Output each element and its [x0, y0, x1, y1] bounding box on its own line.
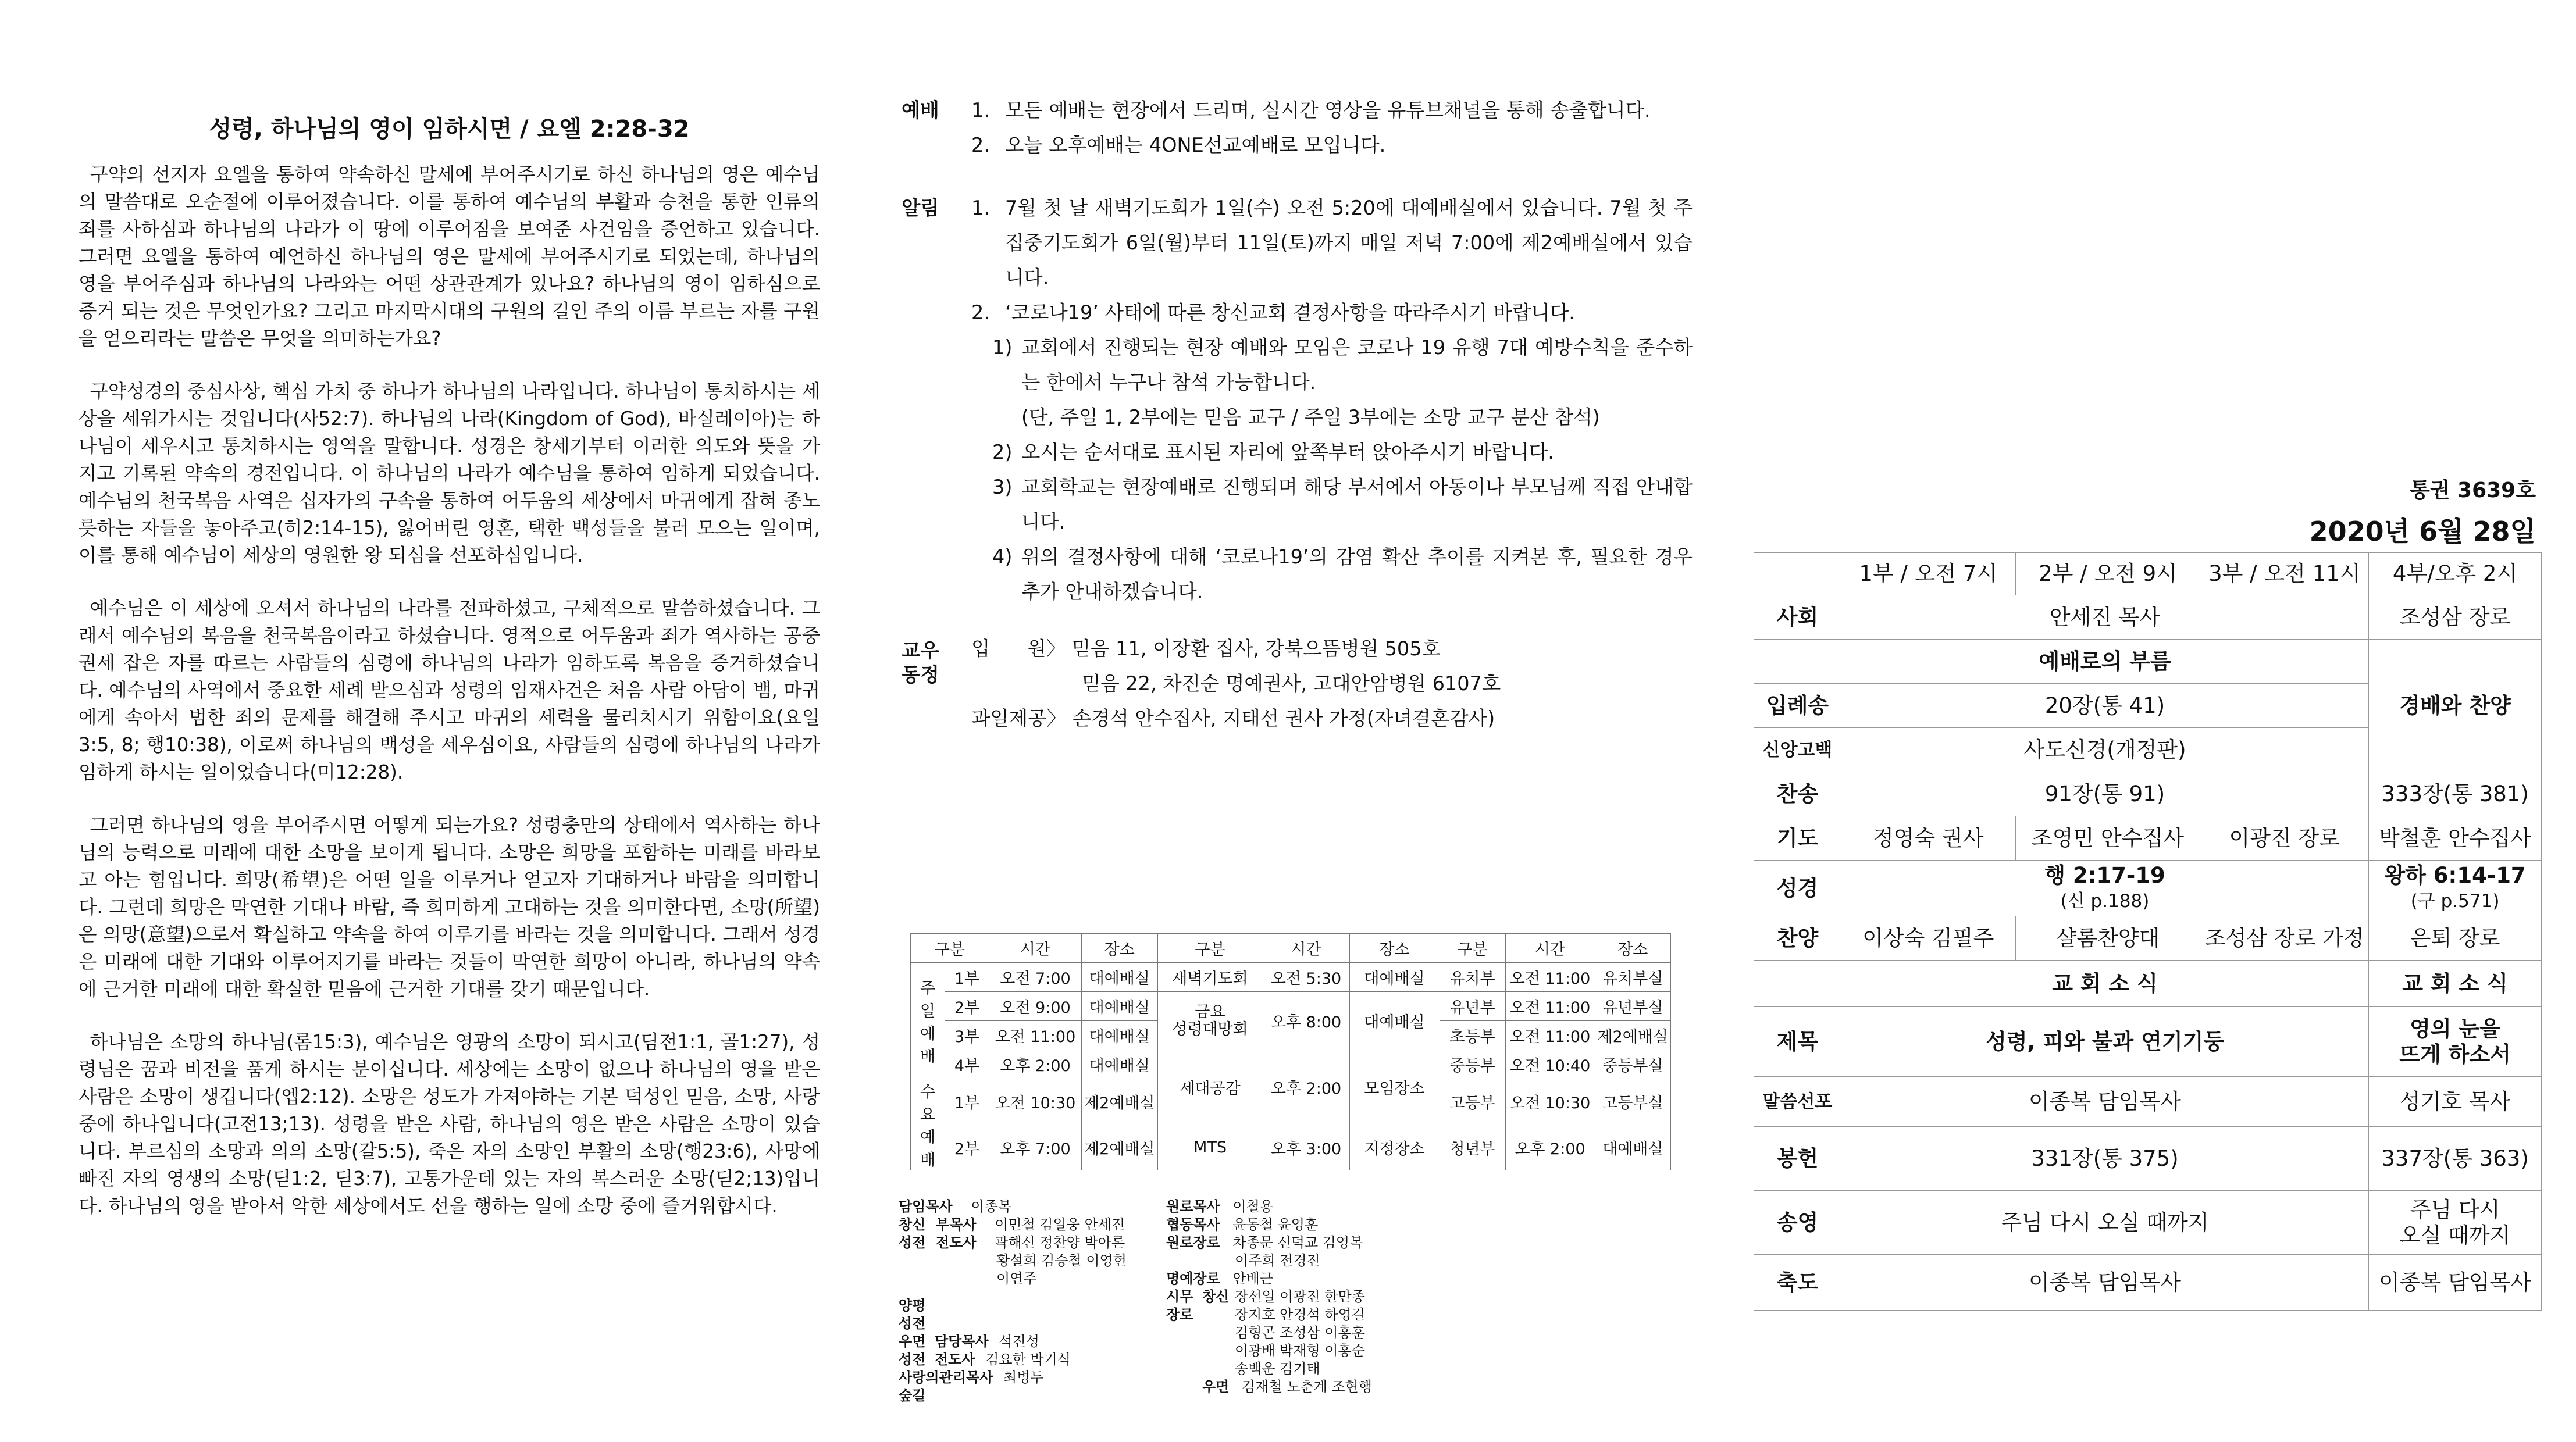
- table-cell: 청년부: [1440, 1125, 1505, 1170]
- row-label: 봉헌: [1754, 1127, 1841, 1191]
- staff-names: 이연주: [996, 1270, 1037, 1287]
- sending-line: 주님 다시: [2410, 1197, 2500, 1222]
- table-header-row: [1754, 553, 2542, 595]
- staff-role: 전도사: [935, 1351, 975, 1368]
- table-row: [911, 963, 1671, 992]
- staff-role: 부목사: [936, 1216, 977, 1233]
- column-header: 3부 / 오전 11시: [2200, 553, 2369, 595]
- service-schedule-table: [910, 933, 1671, 1170]
- table-cell: 오전 10:30: [1505, 1079, 1595, 1125]
- table-cell: 오후 8:00: [1263, 992, 1349, 1050]
- staff-role: 숲길: [899, 1387, 926, 1404]
- table-cell: 박철훈 안수집사: [2369, 816, 2542, 861]
- table-cell: 오전 10:40: [1505, 1050, 1595, 1079]
- table-cell: 정영숙 권사: [1841, 816, 2015, 861]
- table-cell: 1부: [945, 963, 989, 992]
- table-cell: 제2예배실: [1082, 1079, 1158, 1125]
- table-cell: 2부: [945, 1125, 989, 1170]
- visit-row: 과일제공〉 손경석 안수집사, 지태선 권사 가정(자녀결혼감사): [971, 707, 1495, 730]
- table-cell: [2369, 861, 2542, 916]
- table-row: [1754, 772, 2542, 816]
- table-cell: 성기호 목사: [2369, 1077, 2542, 1127]
- table-row: [1754, 595, 2542, 640]
- subject-line: 뜨게 하소서: [2399, 1041, 2511, 1067]
- table-cell: 2부: [945, 992, 989, 1021]
- staff-names: 윤동철 윤영훈: [1232, 1216, 1319, 1233]
- staff-role: 창신: [1202, 1288, 1230, 1305]
- table-cell: 이종복 담임목사: [2369, 1255, 2542, 1311]
- table-row: [1754, 1007, 2542, 1077]
- staff-names: 김요한 박기식: [985, 1351, 1071, 1368]
- staff-role: 전도사: [936, 1234, 977, 1251]
- table-cell: [2369, 1007, 2542, 1077]
- column-header: 1부 / 오전 7시: [1841, 553, 2015, 595]
- table-cell: 조성삼 장로: [2369, 595, 2542, 640]
- item-text: ‘코로나19’ 사태에 따른 창신교회 결정사항을 따라주시기 바랍니다.: [1005, 301, 1575, 324]
- sermon-paragraph: 예수님은 이 세상에 오셔서 하나님의 나라를 전파하셨고, 구체적으로 말씀하셨습니다. 그래서 예수님의 복음을 천국복음이라고 하셨습니다. 영적으로 어두움과 죄가 역사하는 공중권세 잡은 자를 따르는 사람들의 심령에 하나님의 나라가 임하도록 복음을 증거하셨습니다. 예수님의 사역에서 중요한 세례 받으심과 성령의 임재사건은 처음 사람 아담이 뱀, 마귀에게 속아서 범한 죄의 문제를 해결해 주시고 마귀의 세력을 물리치시기 위함이요(요일3:5, 8; 행10:38), 이로써 하나님의 백성을 세우심이요, 사람들의 심령에 하나님의 나라가 임하게 하시는 일이었습니다(미12:28).: [79, 597, 820, 783]
- item-text: 모든 예배는 현장에서 드리며, 실시간 영상을 유튜브채널을 통해 송출합니다.: [1005, 99, 1651, 122]
- worship-order-table: [1754, 552, 2542, 1311]
- table-cell: 예배로의 부름: [1841, 640, 2368, 684]
- column-header: 시간: [1263, 934, 1349, 963]
- staff-role: 명예장로: [1166, 1270, 1220, 1287]
- visit-row: 믿음 22, 차진순 명예권사, 고대안암병원 6107호: [1082, 672, 1501, 695]
- table-row: [1754, 916, 2542, 961]
- staff-row: [1202, 1378, 1372, 1396]
- row-label: 찬양: [1754, 916, 1841, 961]
- announcements: [902, 93, 1693, 736]
- sub-text: 교회에서 진행되는 현장 예배와 모임은 코로나 19 유행 7대 예방수칙을 준수하는 한에서 누구나 참석 가능합니다.: [1021, 336, 1693, 394]
- table-cell: 대예배실: [1082, 963, 1158, 992]
- staff-row: [899, 1216, 1125, 1234]
- sub-item: [971, 470, 1693, 540]
- staff-names: 차종문 신덕교 김영복: [1232, 1234, 1363, 1251]
- notice-label: 알림: [902, 197, 939, 219]
- table-cell: 세대공감: [1157, 1050, 1263, 1125]
- table-row: [1754, 1255, 2542, 1311]
- table-row: [1754, 961, 2542, 1007]
- table-cell: 3부: [945, 1021, 989, 1050]
- table-row: [1754, 1077, 2542, 1127]
- table-cell: 제2예배실: [1595, 1021, 1671, 1050]
- sermon-paragraph: 구약의 선지자 요엘을 통하여 약속하신 말세에 부어주시기로 하신 하나님의 영은 예수님의 말씀대로 오순절에 이루어졌습니다. 이를 통하여 예수님의 부활과 승천을 통한 인류의 죄를 사하심과 하나님의 나라가 이 땅에 이루어짐을 보여준 사건임을 증언하고 있습니다. 그러면 요엘을 통하여 예언하신 하나님의 영은 말세에 부어주시기로 되었는데, 하나님의 영을 부어주심과 하나님의 나라와는 어떤 상관관계가 있나요? 하나님의 영이 임하심으로 증거 되는 것은 무엇인가요? 그리고 마지막시대의 구원의 길인 주의 이름 부르는 자를 구원을 얻으리라는 말씀은 무엇을 의미하는가요?: [79, 163, 820, 349]
- staff-role: 성전: [899, 1234, 926, 1251]
- table-cell: 1부: [945, 1079, 989, 1125]
- sermon-subject: 성령, 피와 불과 연기기둥: [1841, 1007, 2368, 1077]
- table-cell: 유년부: [1440, 992, 1505, 1021]
- staff-names: 석진성: [999, 1333, 1039, 1350]
- table-cell: 모임장소: [1349, 1050, 1440, 1125]
- table-cell: MTS: [1157, 1125, 1263, 1170]
- row-label: 사회: [1754, 595, 1841, 640]
- table-row: [1754, 640, 2542, 684]
- corner-cell: [1754, 553, 1841, 595]
- sub-item: [971, 540, 1693, 609]
- subject-line: 영의 눈을: [2410, 1016, 2500, 1041]
- table-cell: 오전 11:00: [1505, 1021, 1595, 1050]
- row-label: 입례송: [1754, 684, 1841, 728]
- table-row: [911, 1125, 1671, 1170]
- staff-role: 시무 장로: [1166, 1288, 1193, 1323]
- table-cell: 주님 다시 오실 때까지: [1841, 1191, 2368, 1255]
- list-item: [971, 191, 1693, 295]
- staff-names: 김형곤 조성삼 이홍훈: [1235, 1325, 1365, 1341]
- table-cell: [2369, 1191, 2542, 1255]
- table-cell: 91장(통 91): [1841, 772, 2368, 816]
- table-row: [911, 992, 1671, 1021]
- table-header-row: [911, 934, 1671, 963]
- staff-row: [935, 1333, 1039, 1351]
- staff-role: 창신: [899, 1216, 926, 1233]
- group-cell: 수요 예배: [911, 1079, 945, 1170]
- list-item: [971, 295, 1693, 330]
- staff-names: 이광배 박재형 이홍순: [1235, 1343, 1365, 1359]
- table-cell: 조영민 안수집사: [2015, 816, 2200, 861]
- sermon-paragraph: 구약성경의 중심사상, 핵심 가치 중 하나가 하나님의 나라입니다. 하나님이 통치하시는 세상을 세워가시는 것입니다(사52:7). 하나님의 나라(Kingdom of God), 바실레이아)는 하나님이 세우시고 통치하시는 영역을 말합니다. 성경은 창세기부터 이러한 의도와 뜻을 가지고 기록된 약속의 경전입니다. 이 하나님의 나라가 예수님을 통하여 임하게 되었습니다. 예수님의 천국복음 사역은 십자가의 구속을 통하여 어두움의 세상에서 마귀에게 잡혀 종노릇하는 자들을 놓아주고(히2:14-15), 잃어버린 영혼, 택한 백성들을 불러 모으는 일이며, 이를 통해 예수님이 세상의 영원한 왕 되심을 선포하심입니다.: [79, 380, 820, 566]
- table-cell: 대예배실: [1595, 1125, 1671, 1170]
- table-cell: 금요 성령대망회: [1157, 992, 1263, 1050]
- staff-directory: [899, 1198, 1422, 1425]
- column-header: 장소: [1595, 934, 1671, 963]
- table-cell: 이광진 장로: [2200, 816, 2369, 861]
- row-label: 축도: [1754, 1255, 1841, 1311]
- row-label: 송영: [1754, 1191, 1841, 1255]
- column-header: 구분: [911, 934, 989, 963]
- row-label: 말씀선포: [1754, 1077, 1841, 1127]
- sub-text: 오시는 순서대로 표시된 자리에 앞쪽부터 앉아주시기 바랍니다.: [1021, 441, 1554, 463]
- item-text: 오늘 오후예배는 4ONE선교예배로 모입니다.: [1005, 134, 1386, 156]
- issue-number: 통권 3639호: [2409, 479, 2536, 502]
- sermon-column: [79, 110, 820, 1245]
- column-header: 구분: [1157, 934, 1263, 963]
- table-cell: 오전 10:30: [989, 1079, 1082, 1125]
- table-cell: 오후 3:00: [1263, 1125, 1349, 1170]
- staff-names: 이종복: [971, 1198, 1011, 1215]
- staff-role: 협동목사: [1166, 1216, 1220, 1233]
- table-cell: 중등부실: [1595, 1050, 1671, 1079]
- label-line: 교우: [902, 639, 939, 662]
- staff-names: 이주희 전경진: [1235, 1252, 1320, 1269]
- sub-text: 교회학교는 현장예배로 진행되며 해당 부서에서 아동이나 부모님께 직접 안내합니다.: [1021, 476, 1693, 533]
- table-cell: [1841, 861, 2368, 916]
- table-row: [911, 1050, 1671, 1079]
- sub-item: [971, 435, 1693, 470]
- row-label: 성경: [1754, 861, 1841, 916]
- scripture-reference: 왕하 6:14-17: [2384, 862, 2526, 888]
- table-cell: 교 회 소 식: [2369, 961, 2542, 1007]
- column-header: 시간: [1505, 934, 1595, 963]
- sub-number: 1): [992, 336, 1013, 359]
- staff-names: 김재철 노춘계 조현행: [1242, 1379, 1372, 1395]
- table-cell: 오후 2:00: [1505, 1125, 1595, 1170]
- sending-line: 오실 때까지: [2399, 1222, 2511, 1248]
- table-cell: 유치부실: [1595, 963, 1671, 992]
- staff-role: 원로목사: [1166, 1198, 1220, 1215]
- table-cell: 대예배실: [1349, 992, 1440, 1050]
- staff-names: 최병두: [1003, 1369, 1044, 1386]
- table-cell: 대예배실: [1349, 963, 1440, 992]
- table-cell: 오후 7:00: [989, 1125, 1082, 1170]
- table-cell: 오전 7:00: [989, 963, 1082, 992]
- table-cell: 오후 2:00: [1263, 1050, 1349, 1125]
- staff-role: 담당목사: [935, 1333, 989, 1350]
- table-cell: 샬롬찬양대: [2015, 916, 2200, 961]
- table-cell: 333장(통 381): [2369, 772, 2542, 816]
- table-cell: 은퇴 장로: [2369, 916, 2542, 961]
- staff-names: 송백운 김기태: [1235, 1361, 1320, 1377]
- table-cell: 대예배실: [1082, 992, 1158, 1021]
- staff-role: 담임목사: [899, 1198, 953, 1215]
- item-number: 1.: [971, 99, 990, 122]
- table-cell: 331장(통 375): [1841, 1127, 2368, 1191]
- table-cell: [1754, 961, 1841, 1007]
- item-number: 2.: [971, 134, 990, 156]
- table-cell: 이종복 담임목사: [1841, 1077, 2368, 1127]
- table-cell: 20장(통 41): [1841, 684, 2368, 728]
- column-header: 2부 / 오전 9시: [2015, 553, 2200, 595]
- item-number: 2.: [971, 301, 990, 324]
- sermon-paragraph: 하나님은 소망의 하나님(롬15:3), 예수님은 영광의 소망이 되시고(딤전1:1, 골1:27), 성령님은 꿈과 비전을 품게 하시는 분이십니다. 세상에는 소망이 없으나 하나님의 영을 받은 사람은 소망이 생깁니다(엡2:12). 소망은 성도가 가져야하는 기본 덕성인 믿음, 소망, 사랑 중에 하나입니다(고전13;13). 성령을 받은 사람, 하나님의 영은 받은 사람은 소망이 있습니다. 부르심의 소망과 의의 소망(갈5:5), 죽은 자의 소망인 부활의 소망(행23:6), 사망에 빠진 자의 영생의 소망(딛1:2, 딛3:7), 고통가운데 있는 자의 복스러운 소망(딛2;13)입니다. 하나님의 영을 받아서 악한 세상에서도 선을 행하는 일에 소망 중에 즐거워합시다.: [79, 1031, 820, 1217]
- worship-label: 예배: [902, 99, 939, 122]
- table-cell: 이상숙 김필주: [1841, 916, 2015, 961]
- column-header: 구분: [1440, 934, 1505, 963]
- staff-row: [1166, 1216, 1318, 1234]
- staff-names: 이민철 김일웅 안세진: [995, 1216, 1125, 1233]
- staff-names: 안배근: [1232, 1270, 1273, 1287]
- staff-names: 장선일 이광진 한만종: [1235, 1288, 1365, 1305]
- table-cell: 안세진 목사: [1841, 595, 2368, 640]
- notice-section: [902, 191, 1693, 609]
- scripture-page: (구 p.571): [2410, 890, 2500, 912]
- table-cell: 교 회 소 식: [1841, 961, 2368, 1007]
- bulletin-date: 2020년 6월 28일: [2309, 516, 2536, 547]
- staff-row: [899, 1369, 1044, 1387]
- table-cell: 유치부: [1440, 963, 1505, 992]
- list-item: [971, 128, 1693, 163]
- label-line: 동정: [902, 663, 939, 686]
- members-news-label: [902, 631, 971, 736]
- table-cell: 오전 5:30: [1263, 963, 1349, 992]
- row-label: 제목: [1754, 1007, 1841, 1077]
- staff-role: 양평 성전: [899, 1297, 926, 1332]
- visit-row: 입 원〉 믿음 11, 이장환 집사, 강북으뜸병원 505호: [971, 637, 1441, 660]
- item-number: 1.: [971, 197, 990, 219]
- staff-row: [1166, 1270, 1273, 1288]
- table-cell: 새벽기도회: [1157, 963, 1263, 992]
- table-cell: 중등부: [1440, 1050, 1505, 1079]
- table-cell: 오전 9:00: [989, 992, 1082, 1021]
- sermon-title: 성령, 하나님의 영이 임하시면 / 요엘 2:28-32: [209, 116, 690, 142]
- column-header: 4부/오후 2시: [2369, 553, 2542, 595]
- table-cell: 오전 11:00: [1505, 963, 1595, 992]
- staff-names: 장지호 안경석 하영길: [1235, 1307, 1365, 1323]
- table-row: [1754, 861, 2542, 916]
- notice-note: (단, 주일 1, 2부에는 믿음 교구 / 주일 3부에는 소망 교구 분산 참석): [1021, 406, 1600, 429]
- table-cell: 대예배실: [1082, 1050, 1158, 1079]
- staff-role: 원로장로: [1166, 1234, 1220, 1251]
- table-cell: 오전 11:00: [1505, 992, 1595, 1021]
- list-item: [971, 93, 1693, 128]
- staff-row: [899, 1198, 1011, 1216]
- sub-text: 위의 결정사항에 대해 ‘코로나19’의 감염 확산 추이를 지켜본 후, 필요한 경우 추가 안내하겠습니다.: [1021, 545, 1693, 603]
- table-cell: 조성삼 장로 가정: [2200, 916, 2369, 961]
- group-cell: 주일 예배: [911, 963, 945, 1079]
- scripture-reference: 행 2:17-19: [2044, 862, 2165, 888]
- table-cell: 이종복 담임목사: [1841, 1255, 2368, 1311]
- sub-number: 4): [992, 545, 1013, 568]
- members-news-section: [902, 631, 1693, 736]
- table-cell: 4부: [945, 1050, 989, 1079]
- column-header: 시간: [989, 934, 1082, 963]
- staff-row: [935, 1351, 1071, 1369]
- sub-number: 2): [992, 441, 1013, 463]
- table-cell: 고등부실: [1595, 1079, 1671, 1125]
- table-cell: 대예배실: [1082, 1021, 1158, 1050]
- worship-section: [902, 93, 1693, 163]
- table-cell: [1754, 640, 1841, 684]
- table-cell: 유년부실: [1595, 992, 1671, 1021]
- column-header: 장소: [1082, 934, 1158, 963]
- staff-row: [1166, 1198, 1273, 1216]
- staff-names: 황설희 김승철 이영헌: [996, 1252, 1127, 1269]
- item-text: 7월 첫 날 새벽기도회가 1일(수) 오전 5:20에 대예배실에서 있습니다. 7월 첫 주 집중기도회가 6일(월)부터 11일(토)까지 매일 저녁 7:00에 제2예배실에서 있습니다.: [1005, 197, 1693, 289]
- staff-role: 우면: [1202, 1379, 1230, 1395]
- staff-names: 이철용: [1232, 1198, 1273, 1215]
- sub-item: [971, 330, 1693, 400]
- table-row: [1754, 1191, 2542, 1255]
- row-label: 찬송: [1754, 772, 1841, 816]
- sermon-paragraph: 그러면 하나님의 영을 부어주시면 어떻게 되는가요? 성령충만의 상태에서 역사하는 하나님의 능력으로 미래에 대한 소망을 보이게 됩니다. 소망은 희망을 포함하는 미래를 바라보고 아는 힘입니다. 희망(希望)은 어떤 일을 이루거나 얻고자 기대하거나 바람을 의미합니다. 그런데 희망은 막연한 기대나 바람, 즉 희미하게 고대하는 것을 의미한다면, 소망(所望)은 의망(意望)으로서 확실하고 약속을 하여 이루기를 바라는 것을 의미합니다. 그래서 성경은 미래에 대한 기대와 이루어지기를 바라는 것들이 막연한 희망이 아니라, 하나님의 약속에 근거한 미래에 대한 확실한 믿음에 근거한 기대를 갖기 때문입니다.: [79, 814, 820, 1000]
- table-cell: 제2예배실: [1082, 1125, 1158, 1170]
- table-cell: 오후 2:00: [989, 1050, 1082, 1079]
- table-cell: 초등부: [1440, 1021, 1505, 1050]
- table-cell: 지정장소: [1349, 1125, 1440, 1170]
- table-cell: 사도신경(개정판): [1841, 728, 2368, 772]
- staff-role: 사랑의관리목사: [899, 1369, 993, 1386]
- table-cell: 경배와 찬양: [2369, 640, 2542, 772]
- table-row: [1754, 1127, 2542, 1191]
- sub-number: 3): [992, 476, 1013, 498]
- staff-role: 우면 성전: [899, 1333, 926, 1368]
- table-cell: 337장(통 363): [2369, 1127, 2542, 1191]
- row-label: 신앙고백: [1754, 728, 1841, 772]
- table-cell: 고등부: [1440, 1079, 1505, 1125]
- scripture-page: (신 p.188): [2060, 890, 2150, 912]
- column-header: 장소: [1349, 934, 1440, 963]
- staff-names: 곽해신 정찬양 박아론: [995, 1234, 1125, 1251]
- table-cell: 오전 11:00: [989, 1021, 1082, 1050]
- staff-row: [1166, 1234, 1363, 1252]
- table-row: [1754, 816, 2542, 861]
- staff-row: [899, 1234, 1125, 1252]
- row-label: 기도: [1754, 816, 1841, 861]
